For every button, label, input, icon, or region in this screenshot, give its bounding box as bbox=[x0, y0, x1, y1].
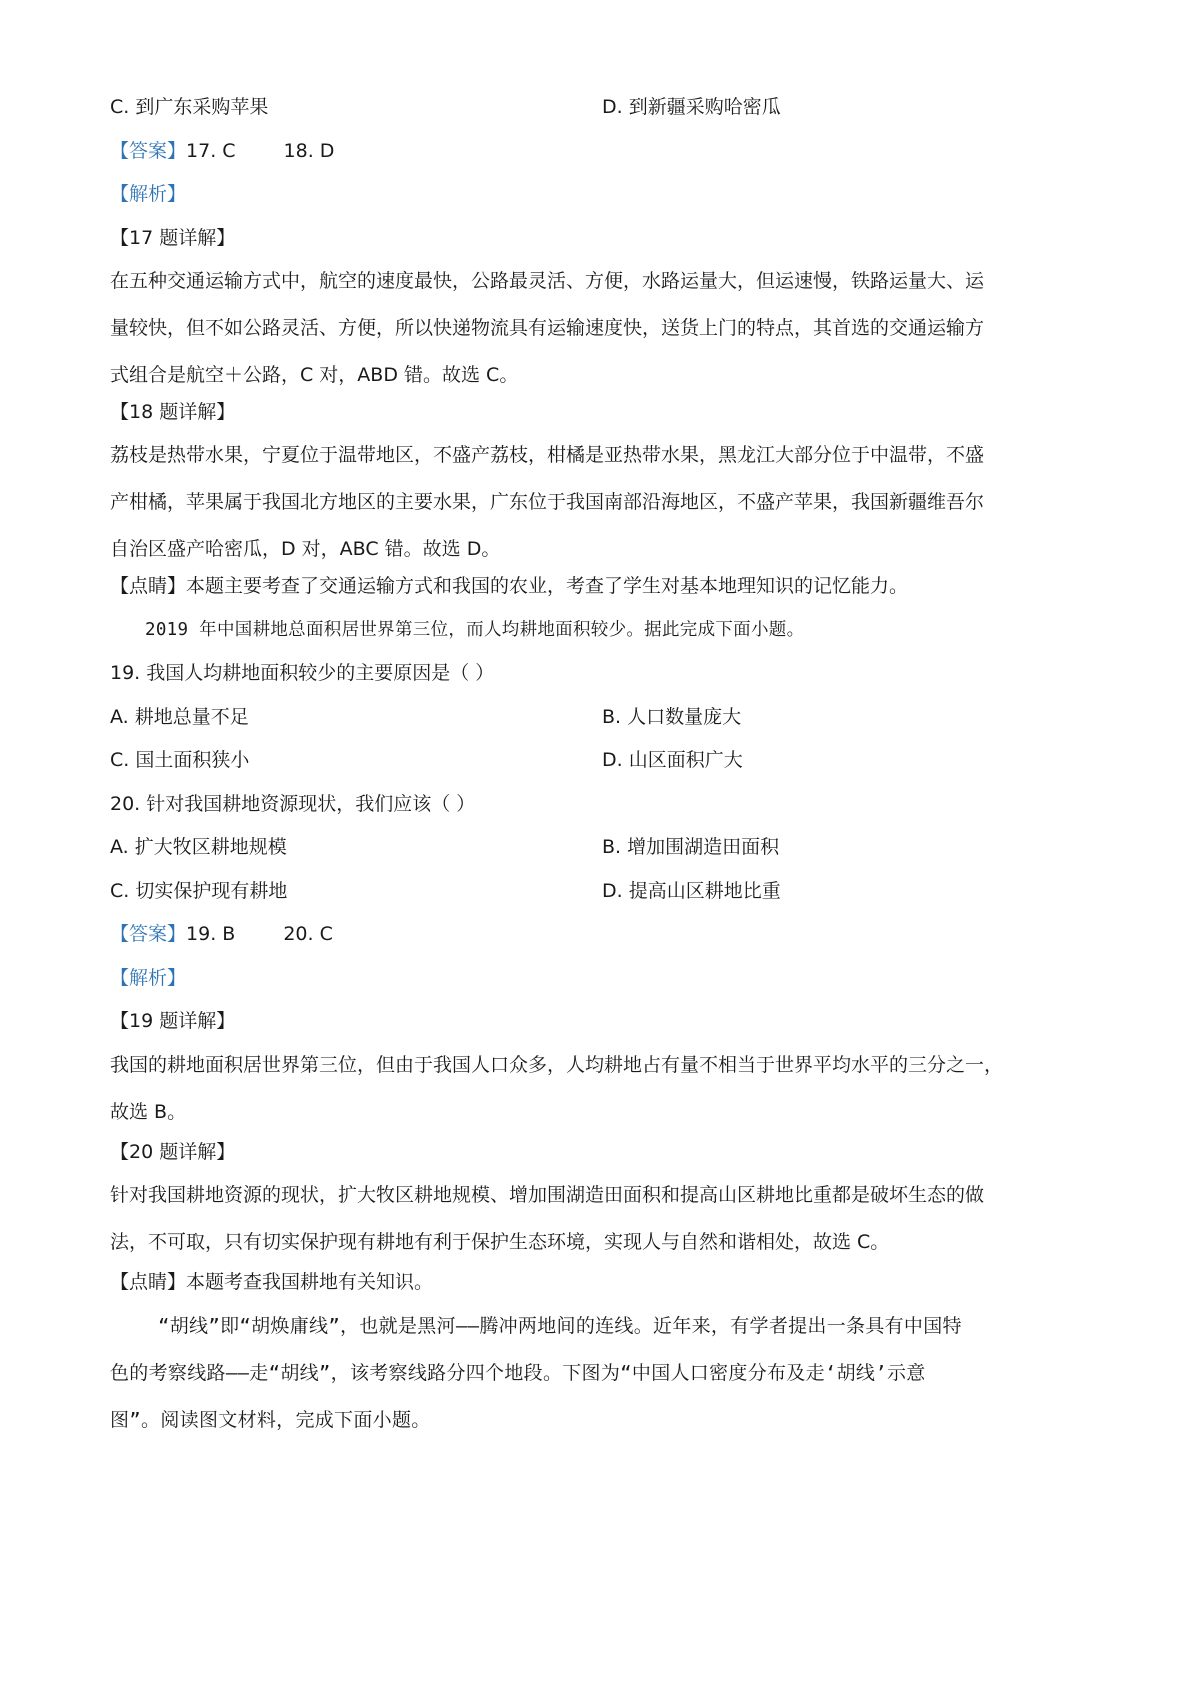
passage-hu-line-text: 图”。阅读图文材料，完成下面小题。 bbox=[110, 1409, 431, 1431]
q19-option-c: C. 国土面积狭小 bbox=[110, 749, 250, 771]
answer-row-19-20 bbox=[110, 922, 333, 946]
q19-detail-text bbox=[110, 1053, 1100, 1147]
q20-detail-text bbox=[110, 1183, 1100, 1277]
comment-19-20: 【点睛】本题考查我国耕地有关知识。 bbox=[110, 1271, 434, 1293]
analysis-tag: 【解析】 bbox=[110, 183, 187, 205]
q18-detail-line: 荔枝是热带水果，宁夏位于温带地区，不盛产荔枝，柑橘是亚热带水果，黑龙江大部分位于中温带，不盛 bbox=[110, 444, 985, 466]
comment-17-18: 【点睛】本题主要考查了交通运输方式和我国的农业，考查了学生对基本地理知识的记忆能力。 bbox=[110, 575, 909, 597]
q18-detail-heading: 【18 题详解】 bbox=[110, 401, 236, 423]
analysis-tag: 【解析】 bbox=[110, 967, 187, 989]
q20-option-a: A. 扩大牧区耕地规模 bbox=[110, 836, 287, 858]
passage-farmland: 2019 年中国耕地总面积居世界第三位，而人均耕地面积较少。据此完成下面小题。 bbox=[145, 620, 805, 640]
answer-20: 20. C bbox=[283, 923, 333, 945]
answer-17: 17. C bbox=[186, 140, 236, 162]
q20-option-d: D. 提高山区耕地比重 bbox=[602, 880, 781, 902]
q17-detail-line: 式组合是航空＋公路，C 对，ABD 错。故选 C。 bbox=[110, 364, 519, 386]
q19-detail-line: 我国的耕地面积居世界第三位，但由于我国人口众多，人均耕地占有量不相当于世界平均水平的三分之一， bbox=[110, 1054, 1004, 1076]
q18-option-d: D. 到新疆采购哈密瓜 bbox=[602, 96, 781, 118]
q19-detail-line: 故选 B。 bbox=[110, 1101, 187, 1123]
q20-detail-line: 针对我国耕地资源的现状，扩大牧区耕地规模、增加围湖造田面积和提高山区耕地比重都是破坏生态的做 bbox=[110, 1184, 985, 1206]
q18-detail-line: 产柑橘，苹果属于我国北方地区的主要水果，广东位于我国南部沿海地区，不盛产苹果，我国新疆维吾尔 bbox=[110, 491, 985, 513]
q20-option-b: B. 增加围湖造田面积 bbox=[602, 836, 780, 858]
q18-detail-text bbox=[110, 443, 1100, 584]
q20-detail-heading: 【20 题详解】 bbox=[110, 1141, 236, 1163]
answer-tag: 【答案】 bbox=[110, 140, 187, 162]
q20-stem: 20. 针对我国耕地资源现状，我们应该（ ） bbox=[110, 793, 476, 815]
q19-option-d: D. 山区面积广大 bbox=[602, 749, 743, 771]
q18-option-c: C. 到广东采购苹果 bbox=[110, 96, 269, 118]
q19-option-a: A. 耕地总量不足 bbox=[110, 706, 249, 728]
passage-hu-line bbox=[110, 1314, 1100, 1455]
q19-stem: 19. 我国人均耕地面积较少的主要原因是（ ） bbox=[110, 662, 495, 684]
q17-detail-line: 在五种交通运输方式中，航空的速度最快，公路最灵活、方便，水路运量大，但运速慢，铁路运量大、运 bbox=[110, 270, 985, 292]
q20-detail-line: 法，不可取，只有切实保护现有耕地有利于保护生态环境，实现人与自然和谐相处，故选 C。 bbox=[110, 1231, 890, 1253]
answer-19: 19. B bbox=[186, 923, 236, 945]
q17-detail-text bbox=[110, 269, 1100, 410]
q19-option-b: B. 人口数量庞大 bbox=[602, 706, 742, 728]
q17-detail-line: 量较快，但不如公路灵活、方便，所以快递物流具有运输速度快，送货上门的特点，其首选的交通运输方 bbox=[110, 317, 985, 339]
q19-detail-heading: 【19 题详解】 bbox=[110, 1010, 236, 1032]
passage-hu-line-text: “胡线”即“胡焕庸线”，也就是黑河——腾冲两地间的连线。近年来，有学者提出一条具有中国特 bbox=[158, 1315, 962, 1337]
answer-row-17-18 bbox=[110, 139, 334, 163]
answer-18: 18. D bbox=[283, 140, 335, 162]
answer-tag: 【答案】 bbox=[110, 923, 187, 945]
q17-detail-heading: 【17 题详解】 bbox=[110, 227, 236, 249]
q18-detail-line: 自治区盛产哈密瓜，D 对，ABC 错。故选 D。 bbox=[110, 538, 501, 560]
passage-hu-line-text: 色的考察线路——走“胡线”，该考察线路分四个地段。下图为“中国人口密度分布及走‘胡线’示意 bbox=[110, 1362, 926, 1384]
q20-option-c: C. 切实保护现有耕地 bbox=[110, 880, 288, 902]
